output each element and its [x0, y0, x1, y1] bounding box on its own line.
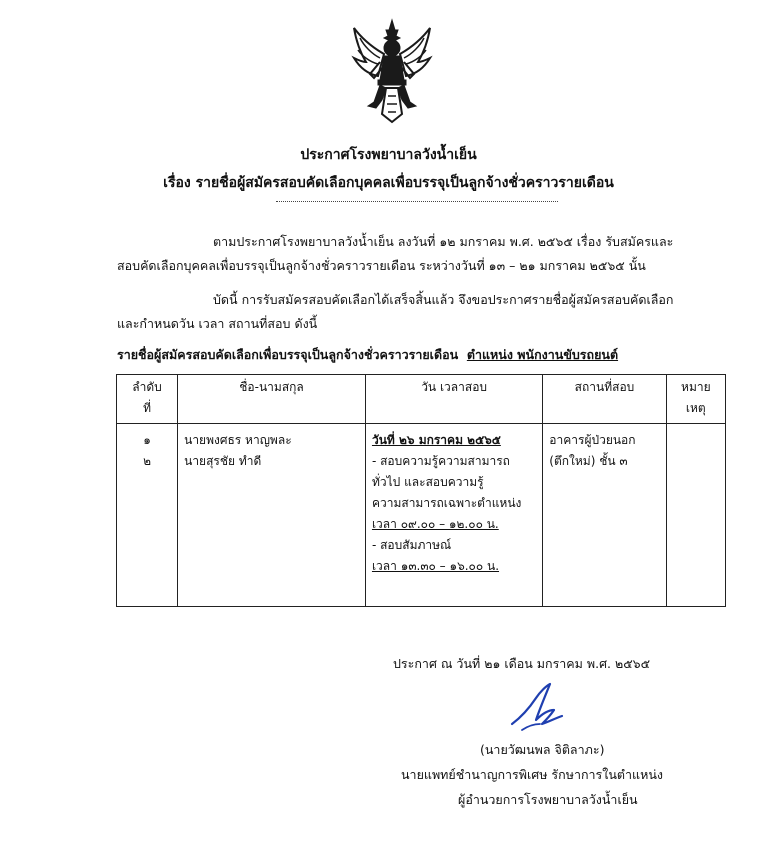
paragraph-1-line-2: สอบคัดเลือกบุคคลเพื่อบรรจุเป็นลูกจ้างชั่วคราวรายเดือน ระหว่างวันที่ ๑๓ – ๒๑ มกราคม ๒๕๖๕ นั้น [117, 258, 646, 273]
remark-cell [666, 424, 725, 607]
header-name: ชื่อ-นามสกุล [178, 375, 366, 424]
subject-line: เรื่อง รายชื่อผู้สมัครสอบคัดเลือกบุคคลเพื่อบรรจุเป็นลูกจ้างชั่วคราวรายเดือน [163, 175, 614, 191]
row-no: ๑ [143, 433, 151, 447]
announce-date: ประกาศ ณ วันที่ ๒๑ เดือน มกราคม พ.ศ. ๒๕๖๕ [393, 656, 651, 671]
exam-item: - สอบสัมภาษณ์ [371, 538, 452, 552]
garuda-emblem-icon [350, 18, 434, 124]
header-place: สถานที่สอบ [543, 375, 666, 424]
table-row [117, 424, 726, 607]
page-title: ประกาศโรงพยาบาลวังน้ำเย็น [300, 147, 477, 163]
header-no: ลำดับ ที่ [117, 375, 178, 424]
exam-time: เวลา ๐๙.๐๐ – ๑๒.๐๐ น. [371, 517, 499, 531]
row-names [178, 424, 366, 607]
exam-place: อาคารผู้ป่วยนอก (ตึกใหม่) ชั้น ๓ [543, 424, 666, 607]
list-heading-position: ตำแหน่ง พนักงานขับรถยนต์ [466, 347, 619, 362]
signer-title-1: นายแพทย์ชำนาญการพิเศษ รักษาการในตำแหน่ง [401, 767, 663, 782]
exam-date: วันที่ ๒๖ มกราคม ๒๕๖๕ [371, 433, 501, 447]
exam-item: - สอบความรู้ความสามารถ [371, 454, 510, 468]
table-header-row [117, 375, 726, 424]
signer-name: (นายวัฒนพล จิติลาภะ) [480, 742, 605, 757]
signature-icon [506, 680, 566, 740]
row-numbers [117, 424, 178, 607]
paragraph-2-line-1: บัดนี้ การรับสมัครสอบคัดเลือกได้เสร็จสิ้นแล้ว จึงขอประกาศรายชื่อผู้สมัครสอบคัดเลือก [213, 292, 674, 307]
candidate-name: นายพงศธร หาญพละ [184, 433, 292, 447]
header-remark: หมาย เหตุ [666, 375, 725, 424]
exam-time: เวลา ๑๓.๓๐ – ๑๖.๐๐ น. [371, 559, 500, 573]
list-heading-text: รายชื่อผู้สมัครสอบคัดเลือกเพื่อบรรจุเป็นลูกจ้างชั่วคราวรายเดือน [117, 347, 459, 362]
list-heading [117, 345, 618, 365]
dotted-divider [276, 201, 558, 202]
header-datetime: วัน เวลาสอบ [365, 375, 542, 424]
exam-item: ทั่วไป และสอบความรู้ [371, 475, 484, 489]
paragraph-1-line-1: ตามประกาศโรงพยาบาลวังน้ำเย็น ลงวันที่ ๑๒ มกราคม พ.ศ. ๒๕๖๕ เรื่อง รับสมัครและ [213, 234, 674, 249]
candidate-name: นายสุรชัย ทำดี [184, 454, 262, 468]
exam-item: ความสามารถเฉพาะตำแหน่ง [371, 496, 522, 510]
signer-title-2: ผู้อำนวยการโรงพยาบาลวังน้ำเย็น [458, 792, 638, 807]
exam-schedule [365, 424, 542, 607]
candidate-table [116, 374, 726, 607]
paragraph-2-line-2: และกำหนดวัน เวลา สถานที่สอบ ดังนี้ [117, 316, 318, 331]
row-no: ๒ [143, 454, 152, 468]
